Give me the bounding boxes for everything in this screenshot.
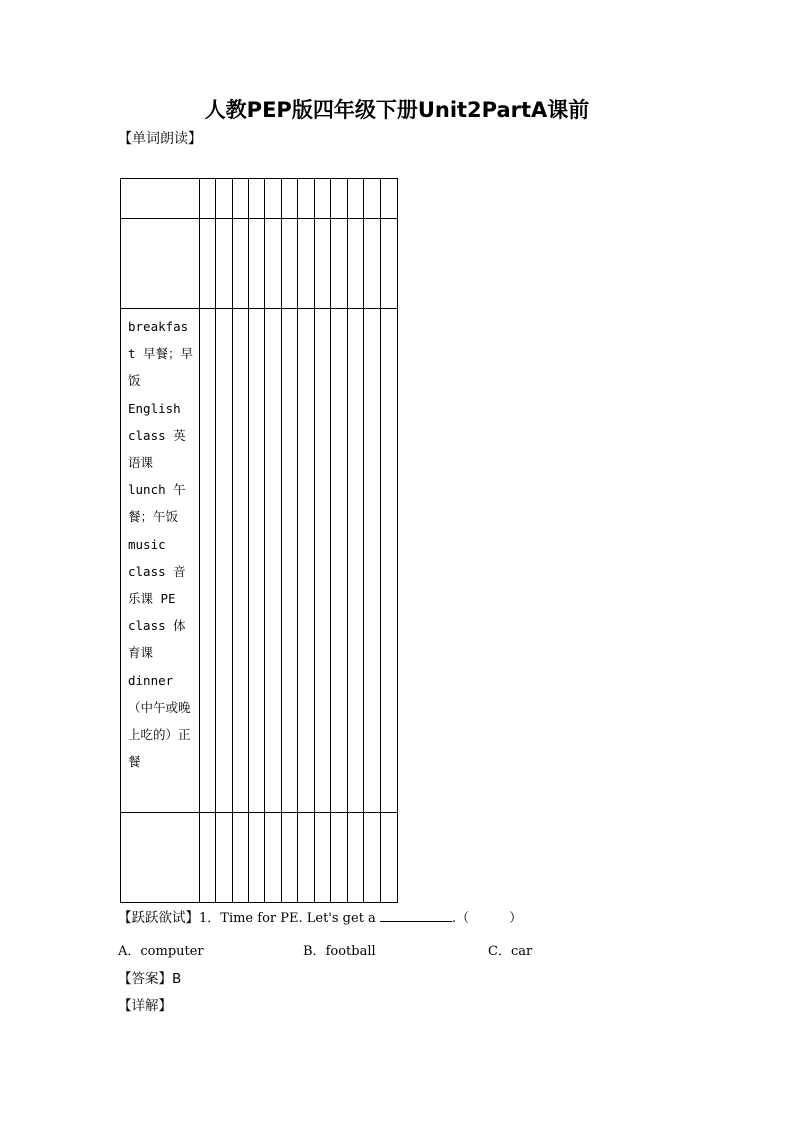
question-text-after: .（: [451, 911, 470, 926]
answer-label: 【答案】: [118, 971, 172, 987]
answer-blank: [380, 909, 452, 922]
section-label-word-reading: 【单词朗读】: [118, 131, 202, 147]
table-cell: [121, 813, 200, 903]
table-row: [121, 813, 398, 903]
table-row: [121, 309, 398, 813]
answer-line: [118, 967, 181, 987]
question-number: 1．: [199, 911, 221, 926]
detail-label: 【详解】: [118, 998, 172, 1014]
answer-value: B: [172, 971, 182, 987]
question-close-paren: ）: [509, 911, 523, 926]
option-letter: B．: [303, 944, 326, 959]
option-b: [303, 940, 376, 959]
option-c: [488, 940, 532, 959]
table-row: [121, 219, 398, 309]
option-letter: C．: [488, 944, 511, 959]
vocab-list-cell: breakfast 早餐；早饭 English class 英语课 lunch 午餐；午饭 music class 音乐课 PE class 体育课 dinner （中午或晚上吃的）正餐: [121, 309, 200, 813]
option-text: football: [325, 944, 376, 959]
option-text: computer: [140, 944, 204, 959]
table-row: [121, 179, 398, 219]
question-1: [118, 906, 522, 926]
question-tag: 【跃跃欲试】: [118, 910, 199, 926]
document-title: 人教PEP版四年级下册Unit2PartA课前: [204, 98, 590, 122]
table-cell: [121, 179, 200, 219]
option-text: car: [510, 944, 533, 959]
question-text: Time for PE. Let's get a: [220, 911, 380, 926]
option-letter: A．: [118, 944, 141, 959]
option-a: [118, 940, 204, 959]
table-cell: [121, 219, 200, 309]
vocab-table: [120, 178, 398, 903]
